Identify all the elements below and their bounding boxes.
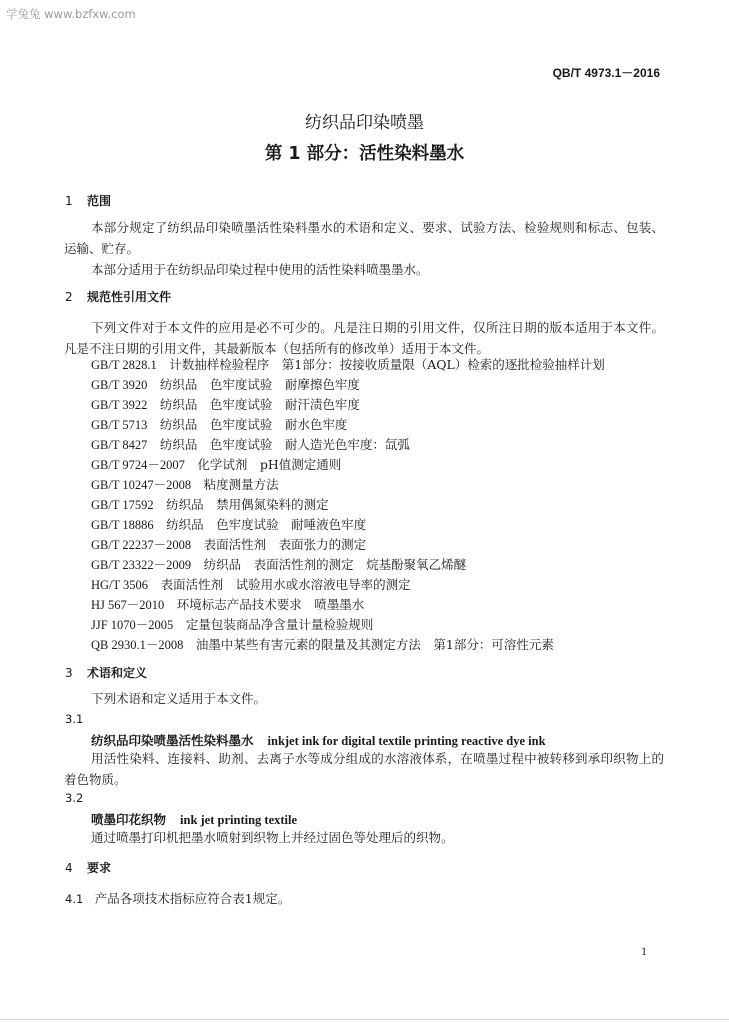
paragraph: 本部分规定了纺织品印染喷墨活性染料墨水的术语和定义、要求、试验方法、检验规则和标志、包装、运输、贮存。 xyxy=(64,220,664,256)
reference-item xyxy=(91,375,360,393)
section-4-heading xyxy=(65,859,111,876)
term-zh: 纺织品印染喷墨活性染料墨水 xyxy=(91,733,254,748)
reference-item xyxy=(91,455,341,473)
reference-title: 纺织品 禁用偶氮染料的测定 xyxy=(166,497,329,512)
reference-item xyxy=(91,575,411,593)
term-heading xyxy=(91,731,546,749)
term-number: 3.1 xyxy=(65,712,84,726)
reference-code: JJF 1070－2005 xyxy=(91,618,174,632)
reference-code: GB/T 10247－2008 xyxy=(91,478,192,492)
paragraph: 下列文件对于本文件的应用是必不可少的。凡是注日期的引用文件，仅所注日期的版本适用于本文件。凡是不注日期的引用文件，其最新版本（包括所有的修改单）适用于本文件。 xyxy=(64,320,664,356)
reference-code: GB/T 2828.1 xyxy=(91,358,157,372)
reference-code: GB/T 23322－2009 xyxy=(91,558,192,572)
reference-item xyxy=(91,535,366,553)
section-number: 4 xyxy=(65,861,73,875)
reference-item xyxy=(91,615,373,633)
term-en: inkjet ink for digital textile printing reactive dye ink xyxy=(267,734,546,748)
requirement-text: 产品各项技术指标应符合表1规定。 xyxy=(94,891,291,906)
reference-title: 化学试剂 pH值测定通则 xyxy=(197,457,342,472)
reference-code: GB/T 3920 xyxy=(91,378,148,392)
reference-code: GB/T 5713 xyxy=(91,418,148,432)
reference-title: 纺织品 色牢度试验 耐人造光色牢度：氙弧 xyxy=(159,437,410,452)
reference-title: 纺织品 色牢度试验 耐唾液色牢度 xyxy=(166,517,367,532)
reference-code: QB 2930.1－2008 xyxy=(91,638,184,652)
reference-item xyxy=(91,395,360,413)
document-title: 纺织品印染喷墨 xyxy=(305,113,424,133)
watermark-text: 学兔兔 www.bzfxw.com xyxy=(6,7,136,21)
section-title: 要求 xyxy=(87,861,112,875)
paragraph: 下列术语和定义适用于本文件。 xyxy=(91,691,267,706)
reference-title: 纺织品 表面活性剂的测定 烷基酚聚氧乙烯醚 xyxy=(203,557,467,572)
reference-item xyxy=(91,355,605,373)
reference-item xyxy=(91,415,347,433)
reference-code: HG/T 3506 xyxy=(91,578,149,592)
reference-title: 纺织品 色牢度试验 耐摩擦色牢度 xyxy=(159,377,360,392)
reference-code: GB/T 22237－2008 xyxy=(91,538,192,552)
reference-item xyxy=(91,555,466,573)
reference-code: HJ 567－2010 xyxy=(91,598,165,612)
reference-code: GB/T 9724－2007 xyxy=(91,458,185,472)
reference-code: GB/T 17592 xyxy=(91,498,154,512)
reference-title: 环境标志产品技术要求 喷墨墨水 xyxy=(176,597,365,612)
term-definition: 用活性染料、连接料、助剂、去离子水等成分组成的水溶液体系，在喷墨过程中被转移到承印织物上的着色物质。 xyxy=(64,751,664,787)
standard-code: QB/T 4973.1－2016 xyxy=(552,66,660,80)
reference-item xyxy=(91,495,329,513)
requirement-number: 4.1 xyxy=(65,892,84,906)
term-heading xyxy=(91,810,297,828)
reference-code: GB/T 18886 xyxy=(91,518,154,532)
section-number: 3 xyxy=(65,666,73,680)
section-3-heading xyxy=(65,664,147,681)
section-number: 2 xyxy=(65,290,73,304)
term-number: 3.2 xyxy=(65,791,84,805)
reference-title: 表面活性剂 表面张力的测定 xyxy=(203,537,367,552)
page-bottom-divider xyxy=(0,1019,729,1020)
section-2-heading xyxy=(65,288,171,305)
reference-item xyxy=(91,475,279,493)
section-title: 范围 xyxy=(87,194,112,208)
reference-code: GB/T 8427 xyxy=(91,438,148,452)
reference-item xyxy=(91,515,366,533)
reference-title: 纺织品 色牢度试验 耐汗渍色牢度 xyxy=(159,397,360,412)
reference-title: 计数抽样检验程序 第1部分：按接收质量限（AQL）检索的逐批检验抽样计划 xyxy=(169,357,605,372)
reference-item xyxy=(91,435,410,453)
term-definition: 通过喷墨打印机把墨水喷射到织物上并经过固色等处理后的织物。 xyxy=(91,830,454,845)
reference-title: 纺织品 色牢度试验 耐水色牢度 xyxy=(159,417,348,432)
requirement-item xyxy=(65,889,290,907)
section-title: 规范性引用文件 xyxy=(87,290,172,304)
reference-title: 油墨中某些有害元素的限量及其测定方法 第1部分：可溶性元素 xyxy=(195,637,554,652)
page-number: 1 xyxy=(641,944,647,958)
section-1-heading xyxy=(65,192,111,209)
reference-code: GB/T 3922 xyxy=(91,398,148,412)
paragraph: 本部分适用于在纺织品印染过程中使用的活性染料喷墨墨水。 xyxy=(91,262,429,277)
term-en: ink jet printing textile xyxy=(180,813,298,827)
document-subtitle: 第 1 部分：活性染料墨水 xyxy=(264,144,465,164)
reference-title: 表面活性剂 试验用水或水溶液电导率的测定 xyxy=(160,577,411,592)
reference-item xyxy=(91,595,364,613)
section-number: 1 xyxy=(65,194,73,208)
reference-title: 粘度测量方法 xyxy=(203,477,279,492)
reference-title: 定量包装商品净含量计量检验规则 xyxy=(185,617,374,632)
reference-item xyxy=(91,635,554,653)
term-zh: 喷墨印花织物 xyxy=(91,812,167,827)
section-title: 术语和定义 xyxy=(87,666,148,680)
